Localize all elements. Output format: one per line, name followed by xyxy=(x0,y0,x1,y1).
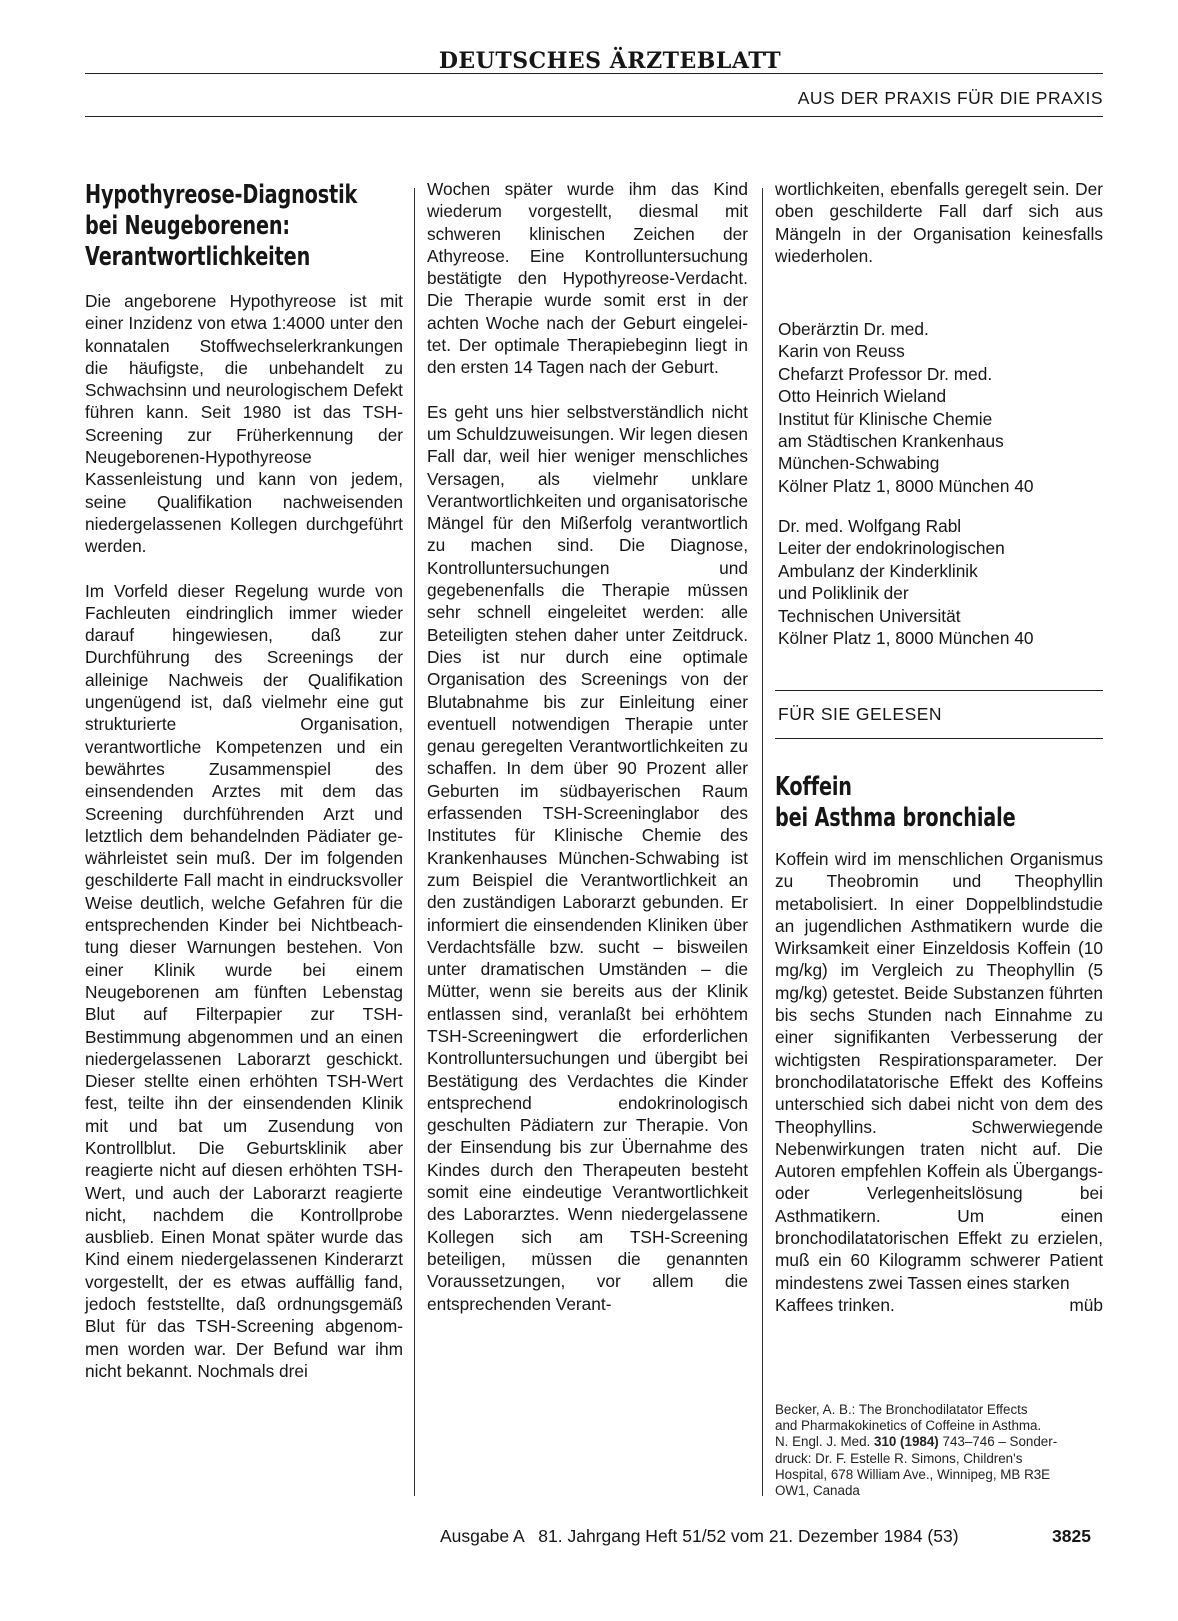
author-line: Leiter der endokrinologischen xyxy=(778,538,1005,559)
reference xyxy=(775,1402,1095,1499)
author-line: Technischen Universität xyxy=(778,605,961,626)
signoff-line xyxy=(775,1294,1103,1316)
article1-column-3 xyxy=(775,178,1103,267)
article2-body xyxy=(775,848,1103,1316)
author-line: und Poliklinik der xyxy=(778,583,909,604)
headline-line: bei Neugeborenen: xyxy=(85,211,290,241)
author-block-1 xyxy=(778,318,1034,497)
author-line: Dr. med. Wolfgang Rabl xyxy=(778,516,962,536)
author-signature: müb xyxy=(1069,1294,1103,1315)
rubric-rule-top xyxy=(775,690,1103,691)
author-line: am Städtischen Krankenhaus xyxy=(778,431,1004,452)
author-line: Ambulanz der Kinderklinik xyxy=(778,560,978,581)
reference-line: and Pharmakokinetics of Coffeine in Asthma. xyxy=(775,1418,1042,1434)
paragraph: Im Vorfeld dieser Regelung wurde von Fachleuten eindringlich immer wieder darauf hingewiesen, daß zur Durchführung des Screenings der alleinige Nachweis der Qualifikation ungenügend ist, daß vielmehr eine gut strukturierte Organisation, verantwortliche Kompetenzen und ein bewährtes Zusammenspiel des einsendenden Arztes mit dem das Screening durchführenden Arzt und letztlich dem behandelnden Pädiater gewährleistet sein muß. Der im folgenden geschilderte Fall macht in eindrucksvoller Weise deutlich, welche Gefahren für die entsprechenden Kinder bei Nichtbeachtung dieser Warnungen bestehen. Von einer Klinik wurde bei einem Neugeborenen am fünften Lebenstag Blut auf Filterpapier zur TSH-Bestimmung abgenommen und an einen niedergelassenen Laborarzt geschickt. Dieser stellte einen erhöhten TSH-Wert fest, teilte ihn der einsendenden Klinik mit und bat um Zusendung von Kontrollblut. Die Geburtsklinik aber reagierte nicht auf diesen erhöhten TSH-Wert, und auch der Laborarzt reagierte nicht, nachdem die Kontrollprobe ausblieb. Einen Monat später wurde das Kind einem niedergelassenen Kinderarzt vorgestellt, der es etwas auffällig fand, jedoch feststellte, daß ordnungsgemäß Blut für das TSH-Screening abgenommen worden war. Der Befund war ihm nicht bekannt. Nochmals drei xyxy=(85,580,403,1381)
reference-line: druck: Dr. F. Estelle R. Simons, Children's xyxy=(775,1450,1023,1466)
author-line: Oberärztin Dr. med. xyxy=(778,319,929,339)
reference-pages: 743–746 – Sonder- xyxy=(942,1434,1058,1450)
article2-headline xyxy=(775,772,1015,834)
author-line: Institut für Klinische Chemie xyxy=(778,408,993,429)
column-divider xyxy=(762,188,763,1496)
author-line: Chefarzt Professor Dr. med. xyxy=(778,363,993,384)
author-line: Karin von Reuss xyxy=(778,341,905,362)
headline-line: Koffein xyxy=(775,772,852,802)
reference-line: OW1, Canada xyxy=(775,1483,860,1499)
last-line: Kaffees trinken. xyxy=(775,1294,895,1315)
section-label: AUS DER PRAXIS FÜR DIE PRAXIS xyxy=(797,88,1103,108)
masthead: DEUTSCHES ÄRZTEBLATT xyxy=(438,48,782,74)
headline-line: Hypothyreose-Diagnostik xyxy=(85,180,358,210)
reference-volume: 310 (1984) xyxy=(874,1434,939,1450)
author-block-2 xyxy=(778,515,1034,649)
author-line: München-Schwabing xyxy=(778,453,940,474)
footer-issue: Ausgabe A 81. Jahrgang Heft 51/52 vom 21. Dezember 1984 (53) xyxy=(440,1526,959,1546)
headline-line: bei Asthma bronchiale xyxy=(775,803,1016,833)
reference-line xyxy=(775,1434,1095,1450)
reference-line: Hospital, 678 William Ave., Winnipeg, MB R3E xyxy=(775,1466,1051,1482)
rubric-rule-bottom xyxy=(775,738,1103,739)
rubric-label: FÜR SIE GELESEN xyxy=(778,704,943,724)
headline-line: Verantwortlichkeiten xyxy=(85,242,311,272)
author-line: Kölner Platz 1, 8000 München 40 xyxy=(778,628,1034,649)
article1-column-2 xyxy=(427,178,748,1315)
page-number: 3825 xyxy=(1052,1526,1091,1546)
paragraph: Koffein wird im menschlichen Organismus zu Theobromin und Theophyllin metabolisiert. In einer Doppelblindstudie an jugendlichen Asthmatikern wurde die Wirksamkeit einer Einzeldosis Koffein (10 mg/kg) im Vergleich zu Theophyllin (5 mg/kg) getestet. Beide Substanzen führten bis sechs Stunden nach Einnahme zu einer signifikanten Verbesserung der wichtigsten Respirationsparameter. Der bronchodilatatorische Effekt des Koffeins unterschied sich dabei nicht von dem des Theophyllins. Schwerwiegende Nebenwirkungen traten nicht auf. Die Autoren empfehlen Koffein als Übergangs- oder Verlegenheitslösung bei Asthmatikern. Um einen bronchodilatatorischen Effekt zu erzielen, muß ein 60 Kilogramm schwerer Patient mindestens zwei Tassen eines starken xyxy=(775,849,1103,1293)
author-line: Kölner Platz 1, 8000 München 40 xyxy=(778,475,1034,496)
article1-headline xyxy=(85,180,357,273)
reference-journal: N. Engl. J. Med. xyxy=(775,1434,871,1450)
article1-column-1 xyxy=(85,290,403,1382)
reference-line: Becker, A. B.: The Bronchodilatator Effects xyxy=(775,1402,1028,1417)
column-divider xyxy=(414,188,415,1496)
section-rule xyxy=(85,116,1103,117)
paragraph: Die angeborene Hypothyreose ist mit einer Inzidenz von etwa 1:4000 unter den konnatalen Stoffwechselerkrankungen die häufigste, die unbehandelt zu Schwachsinn und neurologischem Defekt führen kann. Seit 1980 ist das TSH-Screening zur Früherkennung der Neugeborenen-Hypothyreose Kassenleistung und kann von jedem, seine Qualifikation nachweisenden niedergelassenen Kollegen durchgeführt werden. xyxy=(85,291,403,557)
author-line: Otto Heinrich Wieland xyxy=(778,386,947,407)
paragraph: Es geht uns hier selbstverständlich nicht um Schuldzuweisungen. Wir legen diesen Fall dar, weil hier weniger menschliches Versagen, als vielmehr unklare Verantwortlichkeiten und organisatorische Mängel für den Mißerfolg verantwortlich zu machen sind. Die Diagnose, Kontrolluntersuchungen und gegebenenfalls die Therapie müssen sehr schnell eingeleitet werden: alle Beteiligten stehen daher unter Zeitdruck. Dies ist nur durch eine optimale Organisation des Screenings von der Blutabnahme bis zur Einleitung einer eventuell notwendigen Therapie unter genau geregelten Verantwortlichkeiten zu schaffen. In dem über 90 Prozent aller Geburten im südbayerischen Raum erfassenden TSH-Screeninglabor des Institutes für Klinische Chemie des Krankenhauses München-Schwabing ist zum Beispiel die Verantwortlichkeit an den zuständigen Laborarzt gebunden. Er informiert die einsendenden Kliniken über Verdachtsfälle bzw. sucht – bisweilen unter dramatischen Umständen – die Mütter, wenn sie bereits aus der Klinik entlassen sind, veranlaßt bei erhöhtem TSH-Screeningwert die erforderlichen Kontrolluntersuchungen und übergibt bei Bestätigung des Verdachtes die Kinder entsprechend endokrinologisch geschulten Pädiatern zur Therapie. Von der Einsendung bis zur Übernahme des Kindes durch den Therapeuten besteht somit eine eindeutige Verantwortlichkeit des Laborarztes. Wenn niedergelassene Kollegen sich am TSH-Screening beteiligen, müssen die genannten Voraussetzungen, vor allem die entsprechenden Verant- xyxy=(427,401,748,1314)
paragraph: Wochen später wurde ihm das Kind wiederum vorgestellt, diesmal mit schweren klinischen Zeichen der Athyreose. Eine Kontrolluntersuchung bestätigte den Hypothyreose-Verdacht. Die Therapie wurde somit erst in der achten Woche nach der Geburt eingeleitet. Der optimale Therapiebeginn liegt in den ersten 14 Tagen nach der Geburt. xyxy=(427,179,748,378)
masthead-rule xyxy=(85,73,1103,74)
paragraph: wortlichkeiten, ebenfalls geregelt sein. Der oben geschilderte Fall darf sich aus Mängeln in der Organisation keinesfalls wiederholen. xyxy=(775,179,1103,266)
